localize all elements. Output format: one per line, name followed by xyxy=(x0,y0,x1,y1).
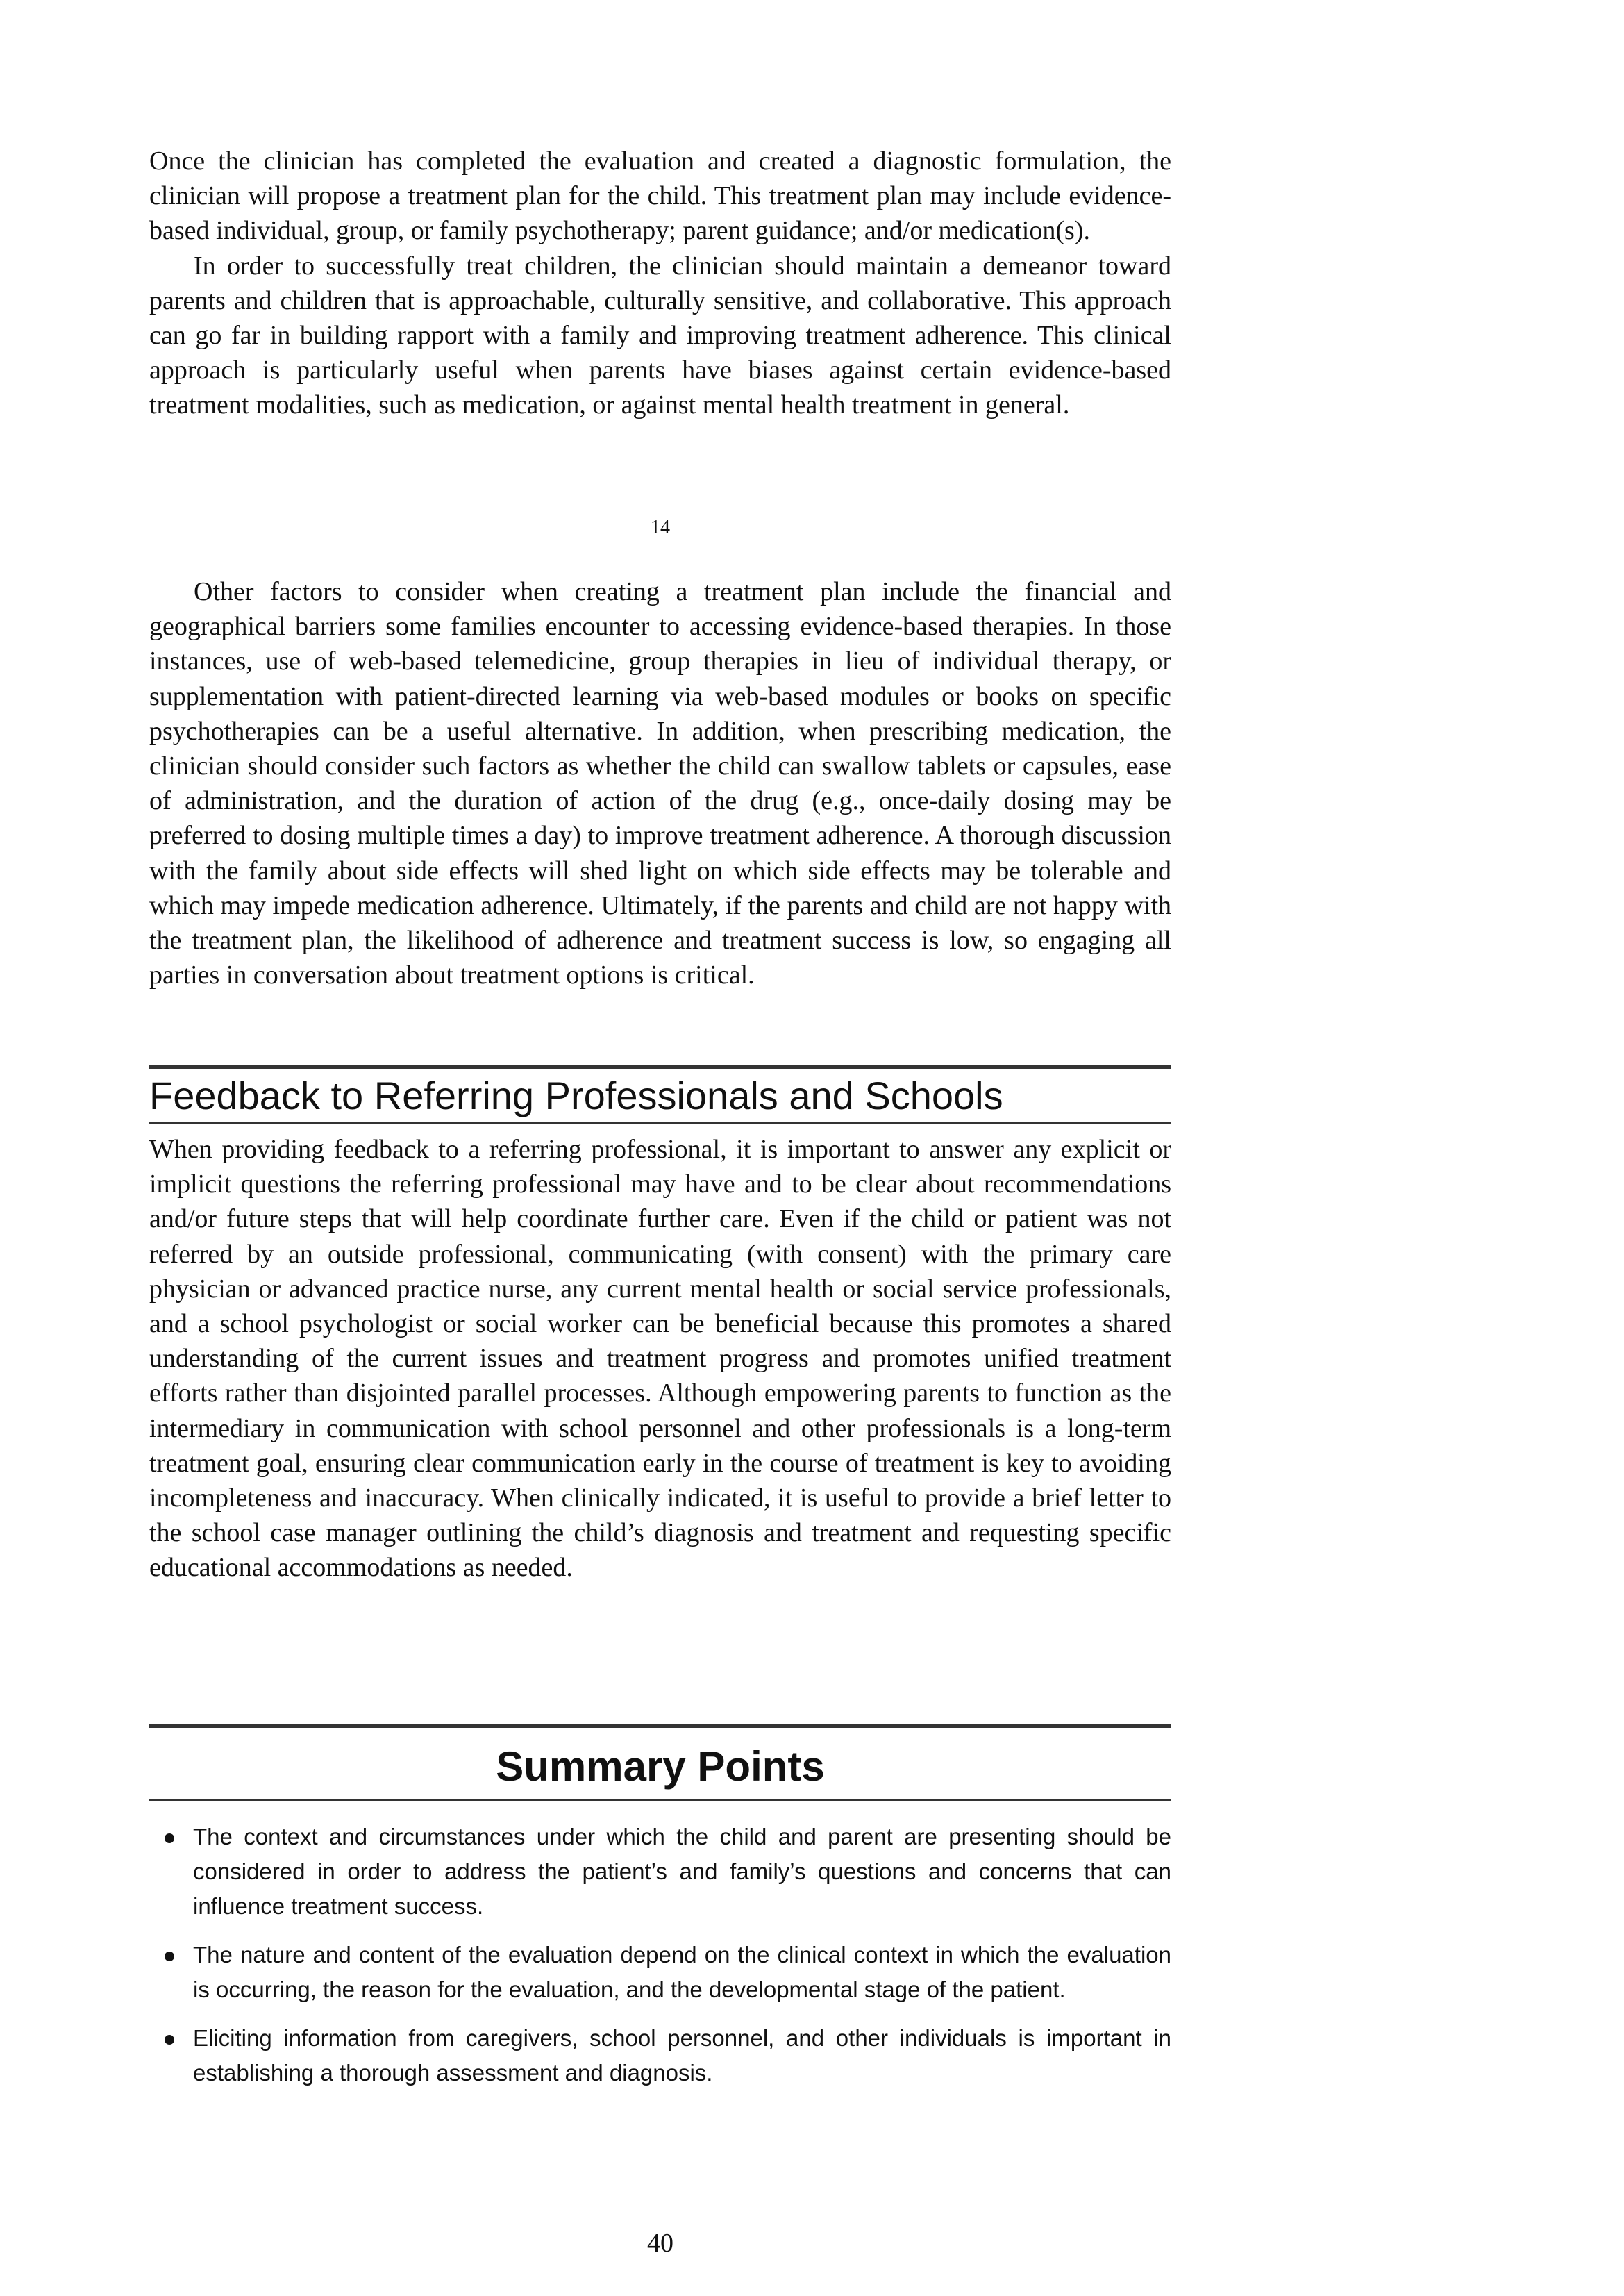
summary-point xyxy=(149,2021,1171,2090)
summary-point-text: The nature and content of the evaluation depend on the clinical context in which the evaluation is occurring, the reason for the evaluation, and the developmental stage of the patient. xyxy=(193,1942,1171,2002)
summary-heading-bottom-rule xyxy=(149,1799,1171,1801)
bullet-dot-icon xyxy=(165,1833,174,1843)
summary-point xyxy=(149,1938,1171,2007)
factors-section xyxy=(149,574,1171,992)
bullet-dot-icon xyxy=(165,2035,174,2045)
summary-point-text: Eliciting information from caregivers, school personnel, and other individuals is important in establishing a thorough assessment and diagnosis. xyxy=(193,2025,1171,2086)
feedback-heading-bottom-rule xyxy=(149,1122,1171,1124)
feedback-heading-top-rule xyxy=(149,1065,1171,1069)
bullet-dot-icon xyxy=(165,1952,174,1961)
page-number: 40 xyxy=(647,2229,673,2258)
factors-paragraph: Other factors to consider when creating a treatment plan include the financial and geographical barriers some families encounter to accessing evidence-based therapies. In those instances, use of web-based telemedicine, group therapies in lieu of individual therapy, or supplementation with patient-directed learning via web-based modules or books on specific psychotherapies can be a useful alternative. In addition, when prescribing medication, the clinician should consider such factors as whether the child can swallow tablets or capsules, ease of administration, and the duration of action of the drug (e.g., once-daily dosing may be preferred to dosing multiple times a day) to improve treatment adherence. A thorough discussion with the family about side effects will shed light on which side effects may be tolerable and which may impede medication adherence. Ultimately, if the parents and child are not happy with the treatment plan, the likelihood of adherence and treatment success is low, so engaging all parties in conversation about treatment options is critical. xyxy=(149,577,1171,990)
feedback-section xyxy=(149,1132,1171,1586)
intro-paragraph-1: Once the clinician has completed the evaluation and created a diagnostic formulation, the clinician will propose a treatment plan for the child. This treatment plan may include evidence-based individual, group, or family psychotherapy; parent guidance; and/or medication(s). xyxy=(149,147,1171,246)
summary-points-list xyxy=(149,1820,1171,2104)
summary-heading-top-rule xyxy=(149,1724,1171,1728)
intro-section xyxy=(149,144,1171,423)
intro-paragraph-2: In order to successfully treat children, the clinician should maintain a demeanor toward parents and children that is approachable, culturally sensitive, and collaborative. This approach can go far in building rapport with a family and improving treatment adherence. This clinical approach is particularly useful when parents have biases against certain evidence-based treatment modalities, such as medication, or against mental health treatment in general. xyxy=(149,251,1171,420)
feedback-paragraph: When providing feedback to a referring professional, it is important to answer any explicit or implicit questions the referring professional may have and to be clear about recommendations and/or future steps that will help coordinate further care. Even if the child or patient was not referred by an outside professional, communicating (with consent) with the primary care physician or advanced practice nurse, any current mental health or social service professionals, and a school psychologist or social worker can be beneficial because this promotes a shared understanding of the current issues and treatment progress and promotes unified treatment efforts rather than disjointed parallel processes. Although empowering parents to function as the intermediary in communication with school personnel and other professionals is a long-term treatment goal, ensuring clear communication early in the course of treatment is key to avoiding incompleteness and inaccuracy. When clinically indicated, it is useful to provide a brief letter to the school case manager outlining the child’s diagnosis and treatment and requesting specific educational accommodations as needed. xyxy=(149,1135,1171,1583)
feedback-heading: Feedback to Referring Professionals and Schools xyxy=(149,1074,1003,1117)
summary-point xyxy=(149,1820,1171,1924)
footnote-marker: 14 xyxy=(651,517,670,538)
summary-point-text: The context and circumstances under which the child and parent are presenting should be considered in order to address the patient’s and family’s questions and concerns that can influence treatment success. xyxy=(193,1824,1171,1919)
summary-heading: Summary Points xyxy=(496,1743,825,1790)
